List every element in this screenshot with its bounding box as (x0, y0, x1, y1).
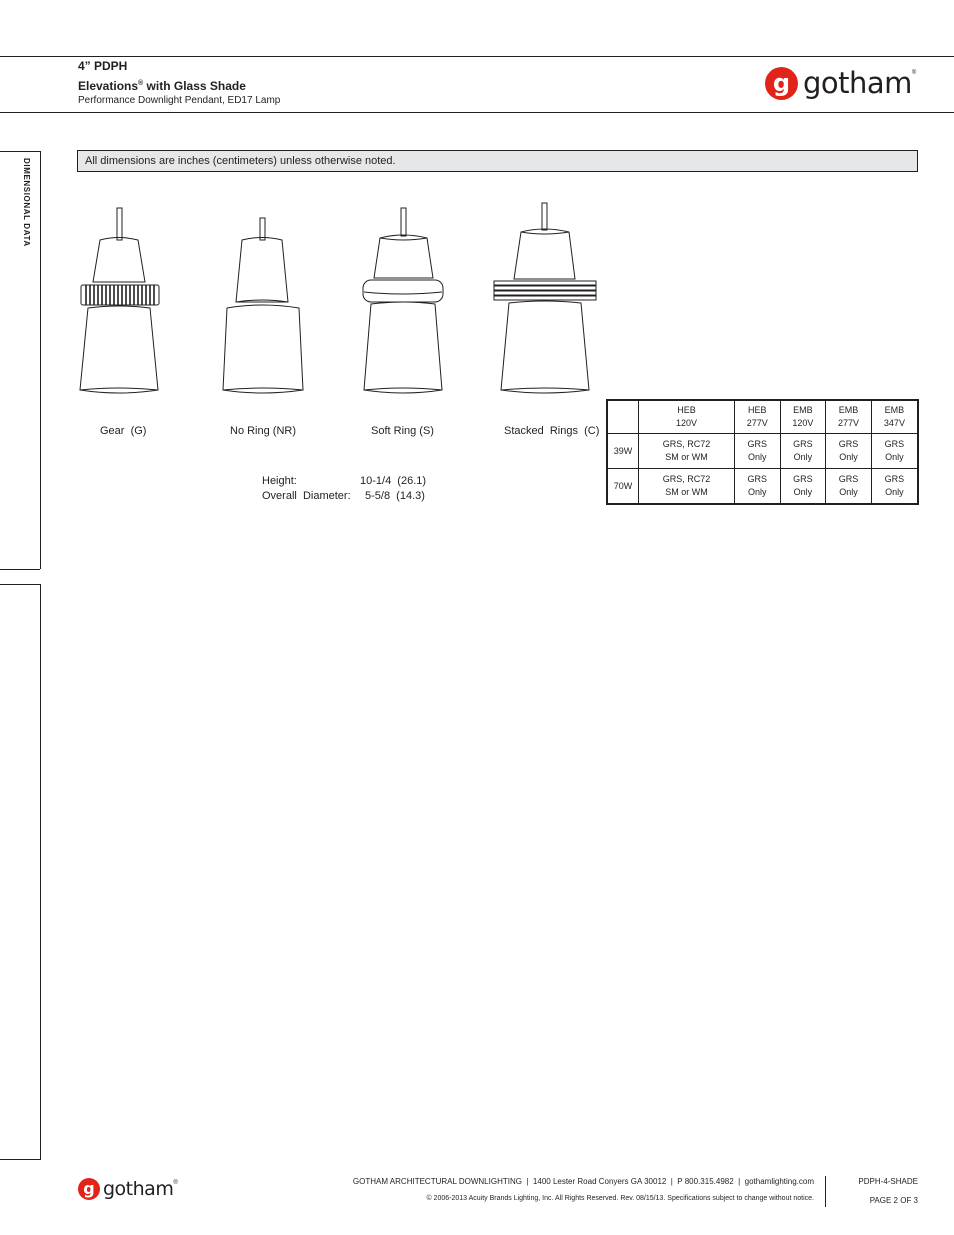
wattage-cell: 70W (607, 469, 639, 505)
header-top-rule (0, 56, 954, 57)
table-header-cell: EMB 347V (871, 400, 918, 434)
side-tab-rule (40, 151, 41, 569)
diameter-label: Overall Diameter: (262, 490, 351, 502)
gotham-g-icon: g (78, 1178, 100, 1200)
table-cell: GRS Only (871, 434, 918, 469)
header-bottom-rule (0, 112, 954, 113)
table-cell: GRS Only (780, 469, 826, 505)
table-corner-cell (607, 400, 639, 434)
height-label: Height: (262, 475, 297, 487)
section-label: DIMENSIONAL DATA (22, 158, 31, 247)
options-table (606, 399, 919, 505)
dimensions-note: All dimensions are inches (centimeters) unless otherwise noted. (77, 150, 918, 172)
gotham-g-icon: g (765, 67, 798, 100)
table-header-cell: HEB 277V (734, 400, 780, 434)
pendant-stacked-rings-drawing (493, 195, 603, 405)
caption-gear: Gear (G) (100, 425, 147, 437)
side-tab2-rule (40, 584, 41, 1160)
pendant-gear-drawing (70, 200, 170, 405)
caption-no-ring: No Ring (NR) (230, 425, 297, 437)
table-header-cell: EMB 277V (826, 400, 872, 434)
table-cell: GRS Only (871, 469, 918, 505)
caption-soft-ring: Soft Ring (S) (371, 425, 434, 437)
wattage-cell: 39W (607, 434, 639, 469)
height-value: 10-1/4 (26.1) (360, 475, 427, 487)
product-name: 4” PDPH (78, 59, 128, 73)
table-row (607, 434, 918, 469)
gotham-logo (765, 66, 916, 100)
logo-reg-mark: ® (173, 1180, 178, 1186)
table-cell: GRS Only (780, 434, 826, 469)
logo-reg-mark: ® (911, 70, 917, 76)
pendant-no-ring-drawing (212, 210, 312, 405)
caption-stacked-rings: Stacked Rings (C) (504, 425, 600, 437)
footer-page-number: PAGE 2 OF 3 (869, 1196, 918, 1205)
footer-company-line: GOTHAM ARCHITECTURAL DOWNLIGHTING | 1400 Lester Road Conyers GA 30012 | P 800.315.4982 | gothamlighting.com (352, 1177, 814, 1186)
logo-wordmark: gotham (103, 1178, 174, 1200)
table-cell: GRS Only (734, 434, 780, 469)
table-cell: GRS, RC72 SM or WM (639, 434, 735, 469)
page-title: Elevations® with Glass Shade (78, 79, 246, 93)
side-tab-bottom-rule (0, 569, 40, 570)
table-row (607, 469, 918, 505)
side-tab2-top-rule (0, 584, 40, 585)
footer-copyright: © 2006-2013 Acuity Brands Lighting, Inc. All Rights Reserved. Rev. 08/15/13. Specifications subject to change without notice. (426, 1195, 814, 1202)
table-cell: GRS Only (734, 469, 780, 505)
side-tab2-bottom-rule (0, 1159, 40, 1160)
table-cell: GRS Only (826, 469, 872, 505)
table-header-row (607, 400, 918, 434)
side-tab-top-rule (0, 151, 40, 152)
table-header-cell: HEB 120V (639, 400, 735, 434)
footer-doc-id: PDPH-4-SHADE (858, 1177, 918, 1186)
logo-wordmark: gotham (803, 66, 912, 100)
diameter-value: 5-5/8 (14.3) (365, 490, 425, 502)
pendant-soft-ring-drawing (353, 200, 453, 405)
table-cell: GRS, RC72 SM or WM (639, 469, 735, 505)
footer-divider (825, 1176, 826, 1207)
table-cell: GRS Only (826, 434, 872, 469)
page-subtitle: Performance Downlight Pendant, ED17 Lamp (78, 95, 281, 106)
footer-gotham-logo (78, 1178, 178, 1200)
table-header-cell: EMB 120V (780, 400, 826, 434)
